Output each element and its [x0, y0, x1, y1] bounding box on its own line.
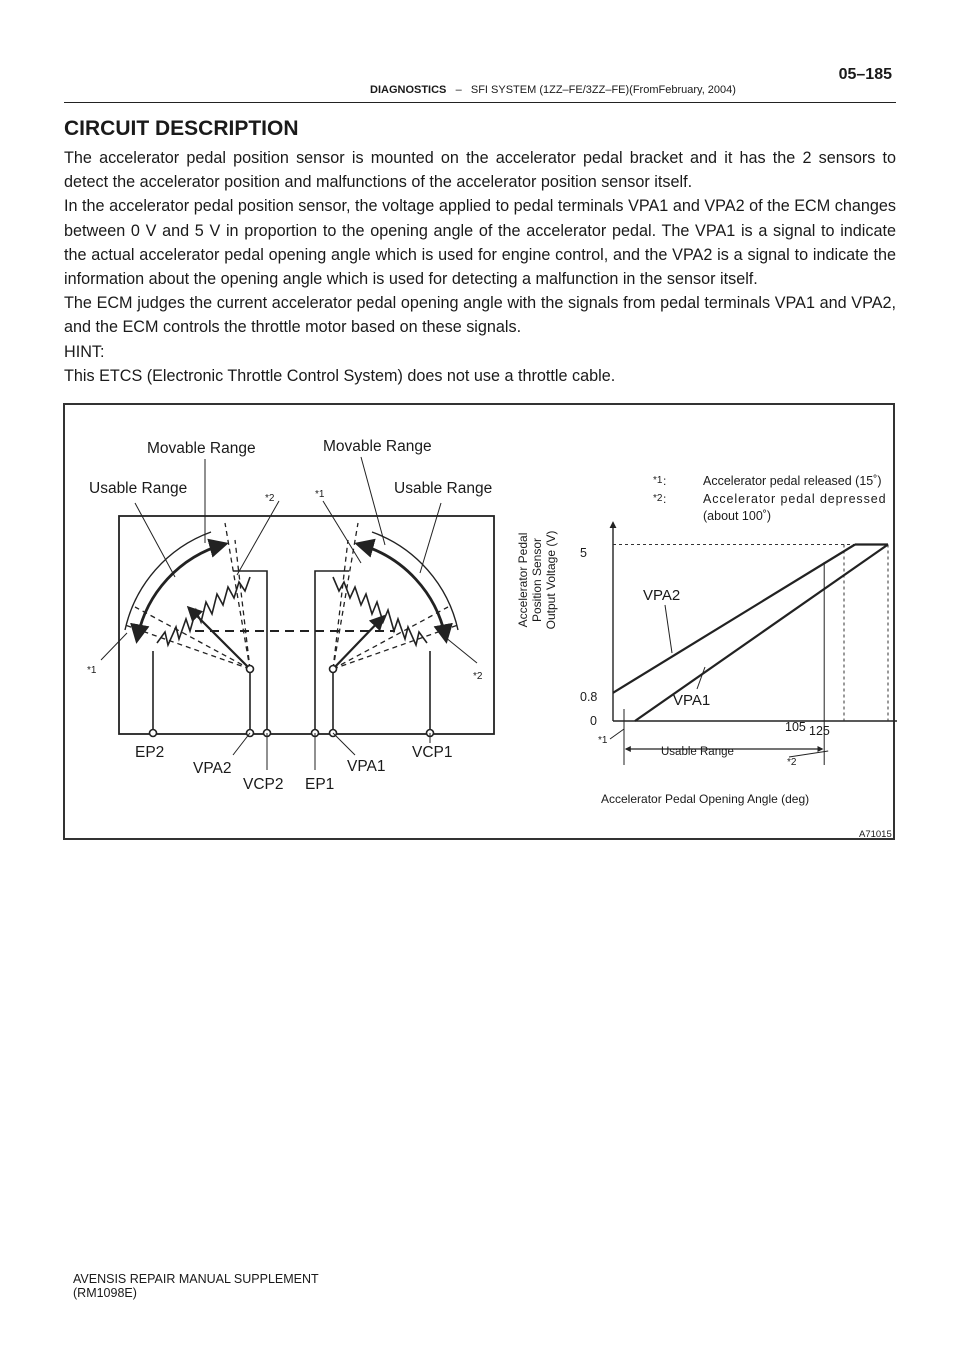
y-axis-title [516, 531, 558, 630]
paragraph-4: This ETCS (Electronic Throttle Control System) does not use a throttle cable. [64, 366, 616, 385]
header-system: SFI SYSTEM (1ZZ–FE/3ZZ–FE)(FromFebruary, 2004) [470, 84, 736, 96]
y-axis-title-line1: Accelerator Pedal [516, 532, 530, 628]
usable-range-chart-label: Usable Range [661, 746, 734, 758]
leader-vpa2 [233, 733, 250, 755]
voltage-chart [516, 523, 897, 807]
hint-label: HINT: [64, 342, 105, 361]
sensor-diagram [101, 457, 494, 770]
note1-mark: *1 [653, 475, 663, 486]
circuit-figure [63, 403, 895, 840]
x-axis-title: Accelerator Pedal Opening Angle (deg) [601, 792, 810, 806]
y-axis-title-line3: Output Voltage (V) [544, 530, 558, 630]
usable-range-label-right: Usable Range [394, 480, 493, 497]
figure-id: A71015 [859, 829, 892, 840]
leader-mark2-right [445, 637, 477, 663]
note2-text-line1: Accelerator pedal depressed [703, 492, 887, 506]
mark2-right: *2 [473, 671, 483, 682]
right-movable-arc [372, 532, 458, 630]
right-dash-4 [333, 540, 348, 669]
right-wiper [333, 617, 383, 669]
right-usable-arc [358, 544, 446, 640]
usable-range-label-left: Usable Range [89, 480, 188, 497]
series-label-vpa1: VPA1 [673, 692, 711, 709]
svg-text::: : [663, 474, 667, 488]
page-footer [73, 1272, 319, 1300]
y-tick-label-5: 5 [580, 546, 587, 560]
left-wiper [189, 608, 250, 669]
paragraph-3: The ECM judges the current accelerator pedal opening angle with the signals from pedal terminals VPA1 and VPA2, and the ECM controls the throttle motor based on these signals. [64, 294, 896, 337]
sensor-box [119, 516, 494, 734]
note2-mark: *2 [653, 493, 663, 504]
leader-mark1-chart [610, 729, 624, 739]
footer-manual-code: (RM1098E) [73, 1286, 137, 1300]
terminal-label-vpa2: VPA2 [193, 760, 232, 777]
paragraph-1: The accelerator pedal position sensor is mounted on the accelerator pedal bracket and it has the 2 sensors to detect the accelerator position and malfunctions of the accelerator position sensor itself. [64, 149, 896, 192]
header-separator: – [455, 84, 462, 96]
paragraph-2: In the accelerator pedal position sensor, the voltage applied to pedal terminals VPA1 and VPA2 of the ECM changes between 0 V and 5 V in proportion to the opening angle of the accelerator pedal. The VPA1 is a signal to indicate the actual accelerator pedal opening angle which is used for engine control, and the VPA2 is a signal to indicate the information about the opening angle which is used for detecting a malfunction in the sensor itself. [64, 197, 896, 289]
leader-usable-right [420, 503, 441, 573]
leader-mark1-right [323, 501, 361, 563]
ep1-wire [315, 571, 349, 733]
terminal-label-ep1: EP1 [305, 776, 335, 793]
footer-manual-title: AVENSIS REPAIR MANUAL SUPPLEMENT [73, 1272, 319, 1286]
left-pivot [247, 666, 254, 673]
header-section: DIAGNOSTICS [370, 84, 447, 96]
leader-vpa1 [333, 733, 355, 755]
note1-text: Accelerator pedal released (15˚) [703, 474, 882, 488]
terminal-label-vcp2: VCP2 [243, 776, 284, 793]
left-dash-4 [235, 540, 250, 669]
mark2-chart: *2 [787, 757, 797, 768]
figure-notes [653, 474, 886, 523]
x-tick-label-125: 125 [809, 724, 830, 738]
description-text [64, 146, 896, 388]
header-subtitle [370, 84, 736, 96]
terminal-label-vcp1: VCP1 [412, 744, 453, 761]
svg-text::: : [663, 492, 667, 506]
section-title: CIRCUIT DESCRIPTION [64, 117, 299, 140]
terminal-label-ep2: EP2 [135, 744, 165, 761]
leader-usable-left [135, 503, 175, 577]
mark1-chart: *1 [598, 735, 608, 746]
figure-canvas [65, 405, 897, 842]
page-header [64, 62, 896, 102]
y-tick-label-0-8: 0.8 [580, 690, 598, 704]
leader-mark1-left [101, 633, 127, 660]
header-rule [64, 102, 896, 103]
y-axis-title-line2: Position Sensor [530, 537, 544, 623]
leader-mark2-left [237, 501, 279, 575]
leader-vpa2-chart [665, 605, 672, 653]
page-number: 05–185 [838, 66, 892, 83]
series-label-vpa2: VPA2 [643, 587, 681, 604]
note2-text-line2: (about 100˚) [703, 509, 772, 523]
terminal-ep2 [150, 730, 157, 737]
mark1-right: *1 [315, 489, 325, 500]
mark2-left: *2 [265, 493, 275, 504]
y-tick-label-0: 0 [590, 714, 597, 728]
movable-range-label-right: Movable Range [323, 438, 432, 455]
x-tick-label-105: 105 [785, 720, 806, 734]
mark1-left: *1 [87, 665, 97, 676]
terminal-label-vpa1: VPA1 [347, 758, 386, 775]
left-usable-arc [137, 544, 225, 640]
movable-range-label-left: Movable Range [147, 440, 256, 457]
right-pivot [330, 666, 337, 673]
series-line-vpa2 [613, 545, 855, 693]
